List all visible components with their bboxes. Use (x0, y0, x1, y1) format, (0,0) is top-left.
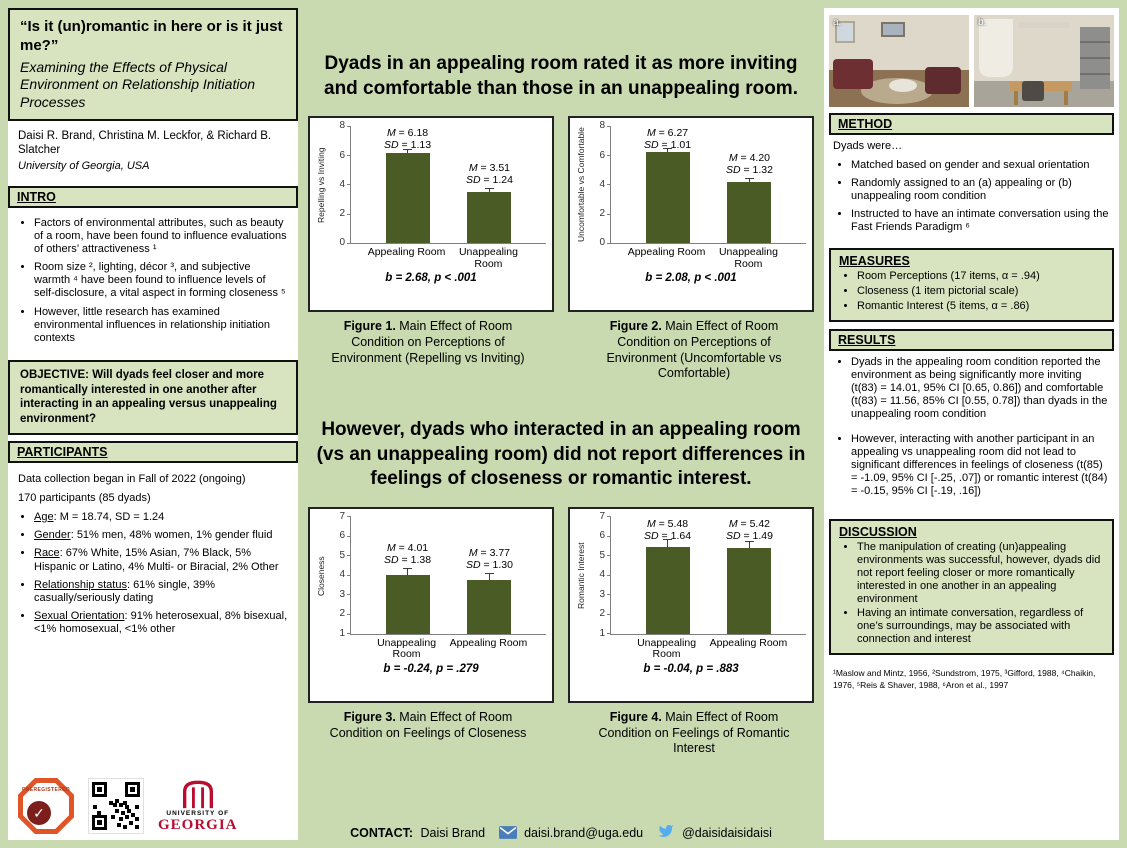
x-axis-labels (350, 635, 546, 662)
discussion-list (839, 541, 1104, 647)
participants-item (34, 610, 288, 636)
figure-3-caption-text: Main Effect of Room Condition on Feelings of Closeness (329, 709, 527, 740)
y-tick-label: 1 (599, 627, 605, 639)
figure-1-bar-chart (308, 116, 554, 312)
contact-name: Daisi Brand (420, 826, 486, 840)
uga-georgia: GEORGIA (158, 816, 238, 833)
room-photo-unappealing (974, 15, 1114, 107)
y-tick-mark (347, 155, 351, 156)
bar-unappealing-room (727, 182, 771, 243)
bar-unappealing-room (386, 575, 430, 634)
y-tick-label: 6 (339, 530, 345, 542)
discussion-box (829, 519, 1114, 656)
photo-label-a: a. (833, 17, 842, 28)
stat-line: b = 2.08, p < .001 (645, 272, 737, 285)
discussion-bullet: • Having an intimate conversation, regardless of one’s surroundings, may be associated with connection and interest (857, 607, 1104, 646)
y-axis-title: Uncomfortable vs Comfortable (576, 127, 586, 243)
y-tick-label: 8 (339, 120, 345, 132)
qr-finder-icon (92, 815, 107, 830)
qr-modules (113, 803, 117, 807)
y-tick-label: 4 (339, 178, 345, 190)
y-tick-label: 3 (599, 588, 605, 600)
bar-value-label: M = 6.27 SD = 1.01 (644, 127, 692, 152)
y-axis-ticks (590, 510, 610, 639)
y-axis-title: Repelling vs Inviting (316, 147, 326, 224)
participants-item-value: : 67% White, 15% Asian, 7% Black, 5% Hispanic or Latino, 4% Multi- or Biracial, 2% Other (34, 547, 279, 573)
stat-line: b = 2.68, p < .001 (385, 272, 477, 285)
stat-line: b = -0.04, p = .883 (643, 662, 739, 675)
y-tick-label: 0 (339, 237, 345, 249)
chart-row-1 (308, 116, 814, 312)
measures-bullet: • Romantic Interest (5 items, α = .86) (857, 300, 1104, 313)
y-tick-mark (347, 184, 351, 185)
filing-cabinet-shape (1080, 27, 1110, 89)
sofa-shape (833, 59, 873, 89)
participants-item-value: : 61% single, 39% casually/seriously dating (34, 578, 216, 604)
x-category-label: Unappealing Room (637, 636, 697, 661)
figure-4-caption-label: Figure 4. (609, 709, 662, 724)
affiliation: University of Georgia, USA (18, 159, 150, 172)
intro-section (8, 213, 298, 355)
y-tick-mark (607, 555, 611, 556)
y-tick-label: 4 (599, 178, 605, 190)
figure-3-caption (308, 710, 548, 757)
y-tick-mark (347, 214, 351, 215)
x-axis-labels (610, 244, 806, 271)
figure-3-caption-label: Figure 3. (343, 709, 396, 724)
check-icon: ✓ (27, 801, 51, 825)
x-category-label: Unappealing Room (377, 636, 437, 661)
chair-shape (1022, 81, 1044, 101)
participants-item-value: : M = 18.74, SD = 1.24 (53, 510, 165, 523)
chart-row-2 (308, 507, 814, 703)
figure-2-caption-text: Main Effect of Room Condition on Perceptions of Environment (Uncomfortable vs Comfortable) (606, 319, 782, 381)
x-category-label: Unappealing Room (718, 246, 778, 270)
y-tick-label: 5 (339, 549, 345, 561)
measures-box (829, 248, 1114, 322)
bar-value-label: M = 4.01 SD = 1.38 (384, 542, 432, 567)
x-category-label: Unappealing Room (458, 246, 518, 270)
results-bullet: • However, interacting with another participant in an appealing vs unappealing room did not lead to significant differences in feelings of closeness (t(85) = -1.09, 95% CI [-.25, .07]) or romantic interest (t(84) = -0.15, 95% CI [-.19, .16]) (851, 433, 1110, 498)
bar-unappealing-room (467, 192, 511, 243)
section-method-header: METHOD (829, 113, 1114, 135)
plot-area (610, 517, 806, 635)
desk-leg-shape (1064, 91, 1068, 105)
bar-value-label: M = 4.20 SD = 1.32 (725, 152, 773, 177)
y-axis-ticks (330, 120, 350, 249)
error-bar (489, 574, 490, 579)
left-column (8, 8, 298, 840)
section-discussion-header: DISCUSSION (839, 524, 917, 539)
figure-4-caption (574, 710, 814, 757)
bar-unappealing-room (646, 547, 690, 634)
measures-list (839, 270, 1104, 313)
measures-bullet: • Room Perceptions (17 items, α = .94) (857, 270, 1104, 283)
bar-appealing-room (386, 153, 430, 243)
participants-item-label: Gender (34, 529, 71, 542)
qr-finder-icon (125, 782, 140, 797)
results-section (829, 356, 1114, 512)
poster-title: “Is it (un)romantic in here or is it just me?” (20, 18, 283, 54)
y-tick-mark (607, 516, 611, 517)
email-icon (499, 826, 517, 839)
y-tick-label: 6 (339, 149, 345, 161)
qr-code (88, 778, 144, 834)
participants-item-label: Sexual Orientation (34, 610, 125, 623)
uga-logo (158, 779, 238, 834)
badges-row (18, 778, 238, 834)
intro-bullet: • Factors of environmental attributes, such as beauty of a room, have been found to influence evaluations of others’ attractiveness ¹ (34, 217, 288, 257)
x-category-label: Appealing Room (627, 246, 706, 259)
y-tick-label: 1 (339, 627, 345, 639)
author-names: Daisi R. Brand, Christina M. Leckfor, & Richard B. Slatcher (18, 130, 272, 157)
y-tick-label: 6 (599, 530, 605, 542)
y-axis-title: Romantic Interest (576, 542, 586, 610)
section-participants-header: PARTICIPANTS (8, 441, 298, 463)
y-tick-label: 3 (339, 588, 345, 600)
stat-line: b = -0.24, p = .279 (383, 662, 479, 675)
method-intro: Dyads were… (833, 140, 903, 152)
y-tick-mark (607, 155, 611, 156)
error-bar (749, 542, 750, 548)
method-list (833, 159, 1110, 234)
room-photos (829, 15, 1114, 107)
participants-item (34, 511, 288, 524)
headline-appealing-rooms: Dyads in an appealing room rated it as more inviting and comfortable than those in an unappealing room. (324, 53, 798, 99)
y-tick-mark (347, 126, 351, 127)
section-results-header: RESULTS (829, 329, 1114, 351)
caption-row-1 (308, 319, 814, 382)
error-bar (749, 179, 750, 182)
bar-appealing-room (727, 548, 771, 634)
preregistered-badge (18, 778, 74, 834)
authors-block (8, 125, 298, 180)
room-photo-appealing (829, 15, 969, 107)
error-bar-cap (485, 188, 494, 189)
y-tick-label: 7 (599, 510, 605, 522)
qr-finder-icon (92, 782, 107, 797)
figure-2-caption-label: Figure 2. (609, 319, 662, 334)
y-tick-mark (347, 575, 351, 576)
bar-value-label: M = 3.77 SD = 1.30 (465, 547, 513, 572)
y-tick-label: 7 (339, 510, 345, 522)
bar-value-label: M = 5.48 SD = 1.64 (644, 517, 692, 542)
discussion-bullet: • The manipulation of creating (un)appealing environments was successful, however, dyads did not report feeling closer or more romantically interested in one another in an appealing environment (857, 541, 1104, 606)
y-tick-label: 8 (599, 120, 605, 132)
right-column (824, 8, 1119, 840)
references-footnotes: ¹Maslow and Mintz, 1956, ²Sundstrom, 1975, ³Gifford, 1988, ⁴Chaikin, 1976, ⁵Reis & Shaver, 1988, ⁶Aron et al., 1997 (833, 668, 1096, 690)
y-axis-ticks (590, 120, 610, 249)
figure-2-bar-chart (568, 116, 814, 312)
y-tick-mark (607, 126, 611, 127)
participants-item (34, 547, 288, 573)
uga-university-of: UNIVERSITY OF (166, 809, 230, 817)
uga-arch-icon (178, 779, 218, 809)
method-bullet: • Matched based on gender and sexual orientation (851, 159, 1110, 172)
contact-twitter: @daisidaisidaisi (682, 826, 772, 840)
preregistered-label: PREREGISTERED (22, 787, 70, 793)
figure-1-caption (308, 319, 548, 382)
bar-value-label: M = 3.51 SD = 1.24 (465, 162, 513, 187)
participants-section (8, 468, 298, 646)
error-bar-cap (485, 573, 494, 574)
poster-subtitle: Examining the Effects of Physical Environment on Relationship Initiation Processes (20, 58, 256, 110)
photo-label-b: b. (978, 17, 987, 28)
wall-art-shape (881, 22, 905, 37)
y-tick-label: 6 (599, 149, 605, 161)
y-tick-label: 0 (599, 237, 605, 249)
error-bar-cap (745, 178, 754, 179)
y-tick-label: 5 (599, 549, 605, 561)
participants-item (34, 579, 288, 605)
x-axis-labels (350, 244, 546, 271)
y-tick-mark (607, 594, 611, 595)
middle-column (302, 0, 820, 848)
y-tick-mark (347, 614, 351, 615)
armchair-shape (925, 67, 961, 94)
figure-1-caption-text: Main Effect of Room Condition on Perceptions of Environment (Repelling vs Inviting) (331, 319, 525, 365)
y-axis-title: Closeness (316, 556, 326, 596)
caption-row-2 (308, 710, 814, 757)
contact-email: daisi.brand@uga.edu (524, 826, 644, 840)
section-intro-header: INTRO (8, 186, 298, 208)
y-tick-mark (347, 536, 351, 537)
y-tick-mark (607, 214, 611, 215)
participants-item-label: Race (34, 547, 60, 560)
plot-area (610, 126, 806, 244)
bar-appealing-room (467, 580, 511, 634)
y-tick-label: 2 (599, 608, 605, 620)
participants-item-label: Relationship status (34, 578, 127, 591)
contact-label: CONTACT: (350, 826, 414, 840)
participants-list (18, 511, 288, 637)
participants-line: 170 participants (85 dyads) (18, 491, 151, 504)
participants-line: Data collection began in Fall of 2022 (ongoing) (18, 472, 246, 485)
y-tick-mark (607, 614, 611, 615)
results-list (833, 356, 1110, 498)
x-category-label: Appealing Room (449, 636, 528, 649)
x-axis-labels (610, 635, 806, 662)
bar-appealing-room (646, 152, 690, 244)
y-tick-label: 2 (339, 208, 345, 220)
y-tick-label: 4 (339, 569, 345, 581)
participants-item-value: : 51% men, 48% women, 1% gender fluid (70, 529, 273, 542)
method-section (829, 140, 1114, 241)
y-tick-label: 2 (339, 608, 345, 620)
y-tick-mark (347, 555, 351, 556)
figure-2-caption (574, 319, 814, 382)
table-shape (889, 79, 917, 92)
figure-3-bar-chart (308, 507, 554, 703)
plot-area (350, 126, 546, 244)
figure-4-caption-text: Main Effect of Room Condition on Feelings of Romantic Interest (598, 709, 790, 756)
intro-list (18, 217, 288, 346)
y-axis-ticks (330, 510, 350, 639)
results-bullet: • Dyads in the appealing room condition reported the environment as being significantly more inviting (t(83) = 14.01, 95% CI [0.65, 0.86]) and comfortable (t(83) = 11.56, 85% CI [0.55, 0.78]) than dyads in the unappealing room condition (851, 356, 1110, 421)
measures-bullet: • Closeness (1 item pictorial scale) (857, 285, 1104, 298)
y-tick-mark (347, 594, 351, 595)
shelf-shape (1018, 22, 1070, 28)
plot-area (350, 517, 546, 635)
poster-title-box (8, 8, 298, 121)
twitter-icon (657, 823, 675, 839)
y-tick-label: 4 (599, 569, 605, 581)
y-tick-mark (607, 575, 611, 576)
participants-item (34, 529, 288, 542)
bar-value-label: M = 5.42 SD = 1.49 (725, 517, 773, 542)
x-category-label: Appealing Room (367, 246, 446, 259)
y-tick-label: 2 (599, 208, 605, 220)
headline-no-differences: However, dyads who interacted in an appealing room (vs an unappealing room) did not report differences in feelings of closeness or romantic interest. (316, 418, 806, 490)
desk-leg-shape (1014, 91, 1018, 105)
y-tick-mark (607, 184, 611, 185)
method-bullet: • Randomly assigned to an (a) appealing or (b) unappealing room condition (851, 177, 1110, 203)
objective-box: OBJECTIVE: Will dyads feel closer and more romantically interested in one another after interacting in an appealing versus unappealing environment? (8, 360, 298, 434)
figure-1-caption-label: Figure 1. (343, 319, 396, 334)
contact-bar (302, 823, 820, 840)
x-category-label: Appealing Room (709, 636, 788, 649)
section-measures-header: MEASURES (839, 254, 910, 269)
figure-4-bar-chart (568, 507, 814, 703)
participants-item-value: : 91% heterosexual, 8% bisexual, <1% homosexual, <1% other (34, 610, 288, 636)
bar-value-label: M = 6.18 SD = 1.13 (384, 127, 432, 152)
error-bar (407, 569, 408, 575)
y-tick-mark (347, 516, 351, 517)
error-bar (489, 189, 490, 192)
participants-item-label: Age (34, 510, 54, 523)
intro-bullet: • However, little research has examined environmental influences in relationship initiation contexts (34, 306, 288, 346)
error-bar-cap (403, 568, 412, 569)
intro-bullet: • Room size ², lighting, décor ³, and subjective warmth ⁴ have been found to influence levels of self-disclosure, a vital aspect in forming closeness ⁵ (34, 261, 288, 301)
y-tick-mark (607, 536, 611, 537)
method-bullet: • Instructed to have an intimate conversation using the Fast Friends Paradigm ⁶ (851, 208, 1110, 234)
